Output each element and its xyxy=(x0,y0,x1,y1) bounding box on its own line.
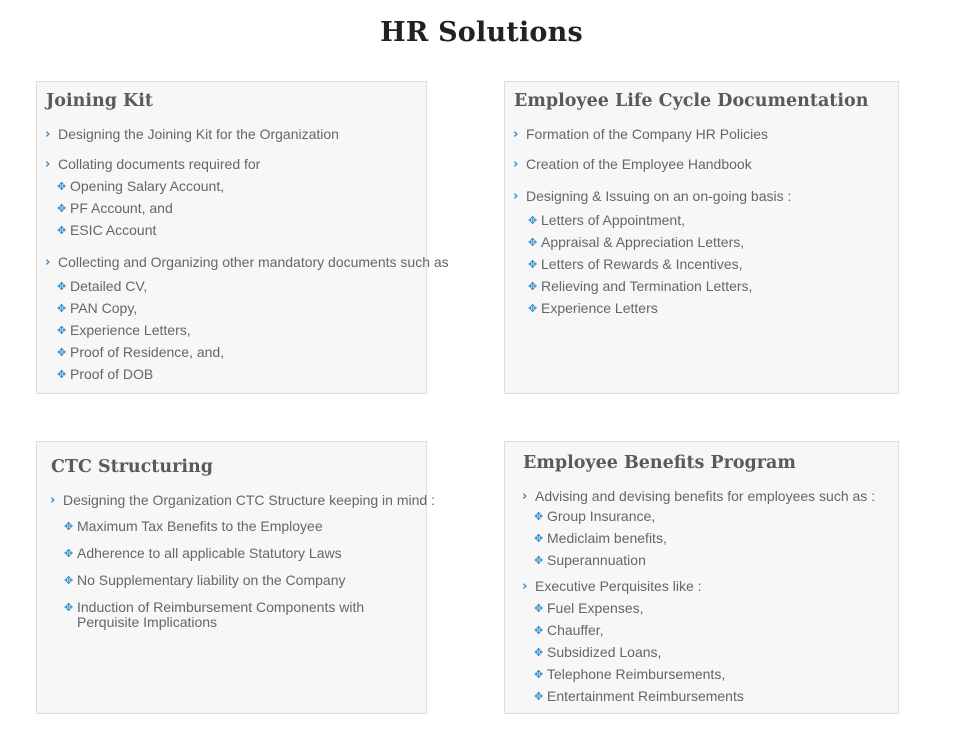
four-arrows-icon: ✥ xyxy=(534,690,544,703)
sub-list-item: ✥ Maximum Tax Benefits to the Employee xyxy=(64,518,323,534)
four-arrows-icon: ✥ xyxy=(528,280,538,293)
four-arrows-icon: ✥ xyxy=(64,520,74,533)
four-arrows-icon: ✥ xyxy=(57,324,67,337)
sub-list-item: ✥ Chauffer, xyxy=(534,622,604,638)
four-arrows-icon: ✥ xyxy=(534,668,544,681)
sub-list-item: ✥ Telephone Reimbursements, xyxy=(534,666,726,682)
list-item: › Designing the Joining Kit for the Organization xyxy=(45,126,339,142)
list-item: › Collecting and Organizing other mandatory documents such as xyxy=(45,254,449,270)
sub-list-item: ✥ Proof of Residence, and, xyxy=(57,344,225,360)
four-arrows-icon: ✥ xyxy=(64,574,74,587)
four-arrows-icon: ✥ xyxy=(528,236,538,249)
sub-list-item: ✥ Mediclaim benefits, xyxy=(534,530,667,546)
four-arrows-icon: ✥ xyxy=(534,646,544,659)
four-arrows-icon: ✥ xyxy=(534,602,544,615)
four-arrows-icon: ✥ xyxy=(57,368,67,381)
list-item: › Advising and devising benefits for employees such as : xyxy=(522,488,876,504)
chevron-right-icon: › xyxy=(513,127,519,142)
list-item: › Executive Perquisites like : xyxy=(522,578,702,594)
sub-list-item: ✥ Superannuation xyxy=(534,552,646,568)
chevron-right-icon: › xyxy=(45,127,51,142)
life-cycle-title: Employee Life Cycle Documentation xyxy=(514,91,869,111)
chevron-right-icon: › xyxy=(50,493,56,508)
list-item: › Collating documents required for xyxy=(45,156,261,172)
sub-list-item: ✥ Appraisal & Appreciation Letters, xyxy=(528,234,745,250)
four-arrows-icon: ✥ xyxy=(528,302,538,315)
list-item: › Designing & Issuing on an on-going basis : xyxy=(513,188,792,204)
benefits-panel xyxy=(504,441,899,714)
four-arrows-icon: ✥ xyxy=(57,280,67,293)
sub-list-item: ✥ Adherence to all applicable Statutory Laws xyxy=(64,545,342,561)
four-arrows-icon: ✥ xyxy=(57,202,67,215)
sub-list-item: ✥ Fuel Expenses, xyxy=(534,600,644,616)
sub-list-item: ✥ Induction of Reimbursement Components with Perquisite Implications xyxy=(64,599,365,630)
ctc-title: CTC Structuring xyxy=(51,457,213,477)
four-arrows-icon: ✥ xyxy=(534,532,544,545)
sub-list-item: ✥ Letters of Appointment, xyxy=(528,212,685,228)
four-arrows-icon: ✥ xyxy=(528,258,538,271)
four-arrows-icon: ✥ xyxy=(57,180,67,193)
list-item: › Creation of the Employee Handbook xyxy=(513,156,752,172)
sub-list-item: ✥ Subsidized Loans, xyxy=(534,644,662,660)
four-arrows-icon: ✥ xyxy=(57,346,67,359)
sub-list-item: ✥ Group Insurance, xyxy=(534,508,656,524)
list-item: › Formation of the Company HR Policies xyxy=(513,126,768,142)
sub-list-item: ✥ Proof of DOB xyxy=(57,366,154,382)
joining-kit-title: Joining Kit xyxy=(46,91,153,111)
sub-list-item: ✥ Opening Salary Account, xyxy=(57,178,225,194)
sub-list-item: ✥ No Supplementary liability on the Company xyxy=(64,572,346,588)
sub-list-item: ✥ PAN Copy, xyxy=(57,300,138,316)
four-arrows-icon: ✥ xyxy=(64,601,74,614)
benefits-title: Employee Benefits Program xyxy=(523,453,796,473)
sub-list-item: ✥ Entertainment Reimbursements xyxy=(534,688,744,704)
four-arrows-icon: ✥ xyxy=(534,510,544,523)
ctc-panel xyxy=(36,441,435,714)
sub-list-item: ✥ Experience Letters, xyxy=(57,322,191,338)
life-cycle-panel xyxy=(504,81,899,394)
chevron-right-icon: › xyxy=(513,189,519,204)
four-arrows-icon: ✥ xyxy=(64,547,74,560)
joining-kit-panel xyxy=(36,81,449,394)
sub-list-item: ✥ Letters of Rewards & Incentives, xyxy=(528,256,743,272)
sub-list-item: ✥ Experience Letters xyxy=(528,300,658,316)
chevron-right-icon: › xyxy=(45,255,51,270)
sub-list-item: ✥ ESIC Account xyxy=(57,222,157,238)
four-arrows-icon: ✥ xyxy=(57,224,67,237)
sub-list-item: ✥ Relieving and Termination Letters, xyxy=(528,278,753,294)
chevron-right-icon: › xyxy=(522,489,528,504)
four-arrows-icon: ✥ xyxy=(534,624,544,637)
sub-list-item: ✥ PF Account, and xyxy=(57,200,173,216)
four-arrows-icon: ✥ xyxy=(57,302,67,315)
list-item: › Designing the Organization CTC Structure keeping in mind : xyxy=(50,492,435,508)
chevron-right-icon: › xyxy=(513,157,519,172)
sub-list-item: ✥ Detailed CV, xyxy=(57,278,148,294)
four-arrows-icon: ✥ xyxy=(534,554,544,567)
four-arrows-icon: ✥ xyxy=(528,214,538,227)
chevron-right-icon: › xyxy=(522,579,528,594)
page-title: HR Solutions xyxy=(380,17,583,48)
chevron-right-icon: › xyxy=(45,157,51,172)
